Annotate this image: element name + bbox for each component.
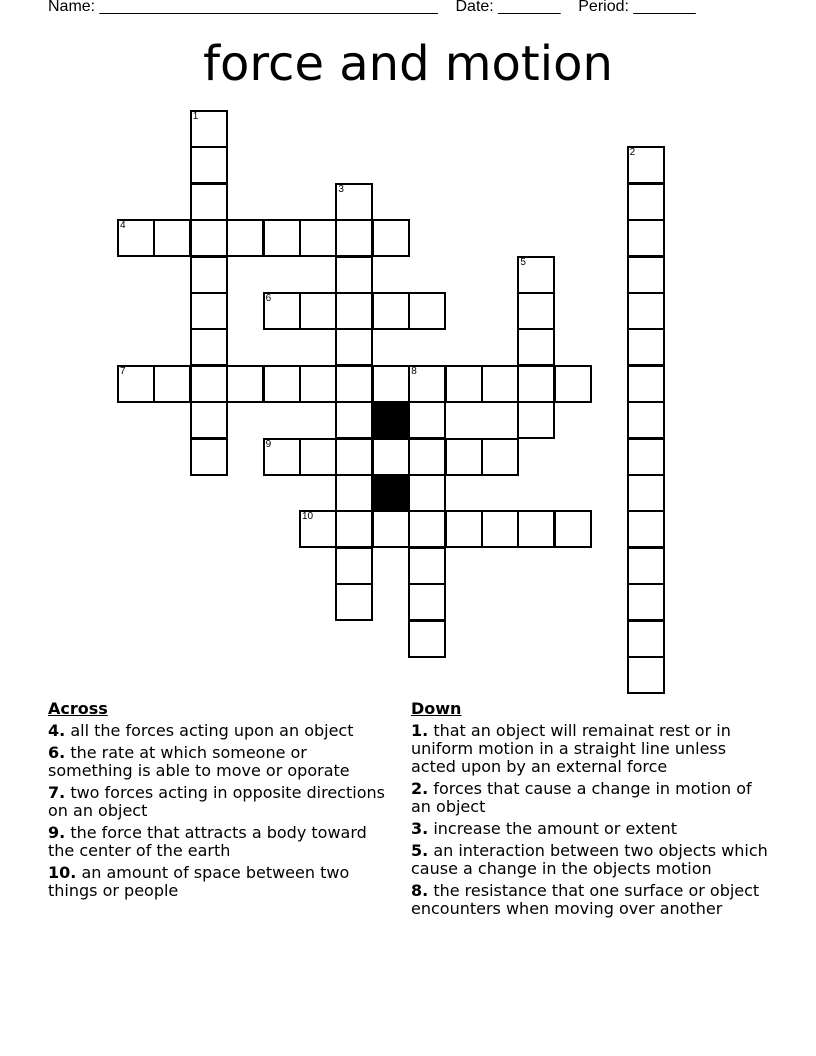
crossword-cell[interactable] — [190, 256, 228, 294]
crossword-cell[interactable] — [190, 292, 228, 330]
cell-number: 6 — [265, 293, 272, 304]
down-heading: Down — [411, 699, 462, 718]
across-clue — [48, 784, 393, 820]
crossword-cell[interactable] — [517, 365, 555, 403]
crossword-cell[interactable] — [481, 510, 519, 548]
crossword-cell[interactable] — [627, 183, 665, 221]
clue-number: 10. — [48, 863, 77, 882]
cell-number: 9 — [265, 438, 272, 450]
crossword-cell[interactable] — [263, 438, 301, 476]
crossword-cell[interactable] — [190, 110, 228, 148]
across-clues — [48, 700, 393, 904]
clue-number: 6. — [48, 743, 66, 762]
across-clue — [48, 864, 393, 900]
crossword-block-cell — [372, 401, 410, 439]
crossword-cell[interactable] — [517, 510, 555, 548]
crossword-cell[interactable] — [335, 365, 373, 403]
crossword-cell[interactable] — [408, 438, 446, 476]
crossword-cell[interactable] — [445, 365, 483, 403]
crossword-cell[interactable] — [627, 583, 665, 621]
clue-text: the resistance that one surface or object encounters when moving over another — [411, 881, 760, 918]
crossword-cell[interactable] — [408, 620, 446, 658]
cell-number: 4 — [120, 220, 126, 232]
down-clue — [411, 820, 771, 838]
crossword-cell[interactable] — [627, 401, 665, 439]
across-heading: Across — [48, 699, 108, 718]
crossword-cell[interactable] — [335, 328, 373, 366]
crossword-cell[interactable] — [335, 438, 373, 476]
crossword-cell[interactable] — [627, 474, 665, 512]
crossword-cell[interactable] — [627, 510, 665, 548]
crossword-cell[interactable] — [627, 656, 665, 694]
crossword-cell[interactable] — [372, 438, 410, 476]
crossword-cell[interactable] — [263, 292, 301, 330]
crossword-cell[interactable] — [335, 256, 373, 294]
crossword-block-cell — [372, 474, 410, 512]
down-clue — [411, 780, 771, 816]
crossword-cell[interactable] — [408, 292, 446, 330]
crossword-cell[interactable] — [627, 620, 665, 658]
crossword-cell[interactable] — [481, 365, 519, 403]
crossword-cell[interactable] — [299, 365, 337, 403]
crossword-cell[interactable] — [517, 401, 555, 439]
crossword-cell[interactable] — [263, 365, 301, 403]
crossword-cell[interactable] — [372, 510, 410, 548]
clue-text: an interaction between two objects which cause a change in the objects motion — [411, 841, 768, 878]
clue-text: that an object will remainat rest or in uniform motion in a straight line unless acted upon by an external force — [411, 721, 731, 776]
crossword-cell[interactable] — [554, 365, 592, 403]
crossword-cell[interactable] — [190, 401, 228, 439]
cell-number: 8 — [411, 365, 417, 377]
crossword-cell[interactable] — [481, 438, 519, 476]
header-name-date-period: Name: ______________________________________ Date: _______ Period: _______ — [48, 0, 696, 15]
crossword-cell[interactable] — [335, 510, 373, 548]
clue-number: 7. — [48, 783, 66, 802]
page-title: force and motion — [203, 36, 613, 92]
crossword-cell[interactable] — [263, 219, 301, 257]
down-clue — [411, 882, 771, 918]
across-clue — [48, 744, 393, 780]
down-clue — [411, 722, 771, 776]
crossword-cell[interactable] — [335, 583, 373, 621]
clue-number: 4. — [48, 721, 66, 740]
across-clue — [48, 722, 393, 740]
clue-number: 3. — [411, 819, 429, 838]
clue-text: an amount of space between two things or people — [48, 863, 350, 900]
crossword-cell[interactable] — [627, 146, 665, 184]
crossword-cell[interactable] — [627, 292, 665, 330]
down-clue — [411, 842, 771, 878]
crossword-cell[interactable] — [627, 365, 665, 403]
clue-number: 9. — [48, 823, 66, 842]
crossword-cell[interactable] — [117, 219, 155, 257]
crossword-cell[interactable] — [408, 365, 446, 403]
clue-text: all the forces acting upon an object — [70, 721, 354, 740]
crossword-cell[interactable] — [226, 365, 264, 403]
crossword-cell[interactable] — [299, 292, 337, 330]
crossword-cell[interactable] — [627, 438, 665, 476]
cell-number: 10 — [302, 511, 314, 523]
crossword-cell[interactable] — [408, 510, 446, 548]
crossword-cell[interactable] — [627, 328, 665, 366]
crossword-cell[interactable] — [335, 219, 373, 257]
clue-number: 1. — [411, 721, 429, 740]
crossword-cell[interactable] — [517, 256, 555, 294]
crossword-cell[interactable] — [299, 438, 337, 476]
crossword-cell[interactable] — [408, 583, 446, 621]
across-clue — [48, 824, 393, 860]
clue-text: forces that cause a change in motion of an object — [411, 779, 752, 816]
crossword-cell[interactable] — [627, 547, 665, 585]
crossword-cell[interactable] — [445, 510, 483, 548]
crossword-cell[interactable] — [190, 146, 228, 184]
cell-number: 7 — [120, 365, 126, 377]
crossword-cell[interactable] — [408, 401, 446, 439]
crossword-cell[interactable] — [372, 365, 410, 403]
clue-text: two forces acting in opposite directions on an object — [48, 783, 385, 820]
crossword-cell[interactable] — [190, 438, 228, 476]
crossword-cell[interactable] — [226, 219, 264, 257]
clue-text: the force that attracts a body toward the center of the earth — [48, 823, 367, 860]
crossword-cell[interactable] — [190, 183, 228, 221]
crossword-cell[interactable] — [299, 219, 337, 257]
crossword-cell[interactable] — [299, 510, 337, 548]
cell-number: 3 — [338, 183, 344, 195]
crossword-cell[interactable] — [335, 292, 373, 330]
cell-number: 2 — [629, 147, 636, 159]
crossword-cell[interactable] — [153, 219, 191, 257]
clue-number: 5. — [411, 841, 429, 860]
crossword-cell[interactable] — [335, 474, 373, 512]
clue-number: 8. — [411, 881, 429, 900]
clue-text: the rate at which someone or something is able to move or oporate — [48, 743, 350, 780]
clue-text: increase the amount or extent — [433, 819, 678, 838]
crossword-cell[interactable] — [190, 219, 228, 257]
crossword-cell[interactable] — [372, 292, 410, 330]
crossword-cell[interactable] — [517, 292, 555, 330]
crossword-cell[interactable] — [372, 219, 410, 257]
crossword-cell[interactable] — [408, 474, 446, 512]
clue-number: 2. — [411, 779, 429, 798]
down-clues — [411, 700, 771, 922]
cell-number: 1 — [192, 111, 199, 122]
crossword-cell[interactable] — [190, 328, 228, 366]
crossword-cell[interactable] — [517, 328, 555, 366]
crossword-cell[interactable] — [554, 510, 592, 548]
crossword-cell[interactable] — [627, 256, 665, 294]
crossword-cell[interactable] — [153, 365, 191, 403]
crossword-cell[interactable] — [335, 401, 373, 439]
cell-number: 5 — [520, 256, 526, 268]
crossword-cell[interactable] — [335, 183, 373, 221]
crossword-cell[interactable] — [117, 365, 155, 403]
crossword-cell[interactable] — [445, 438, 483, 476]
crossword-cell[interactable] — [335, 547, 373, 585]
crossword-cell[interactable] — [190, 365, 228, 403]
crossword-cell[interactable] — [627, 219, 665, 257]
crossword-cell[interactable] — [408, 547, 446, 585]
